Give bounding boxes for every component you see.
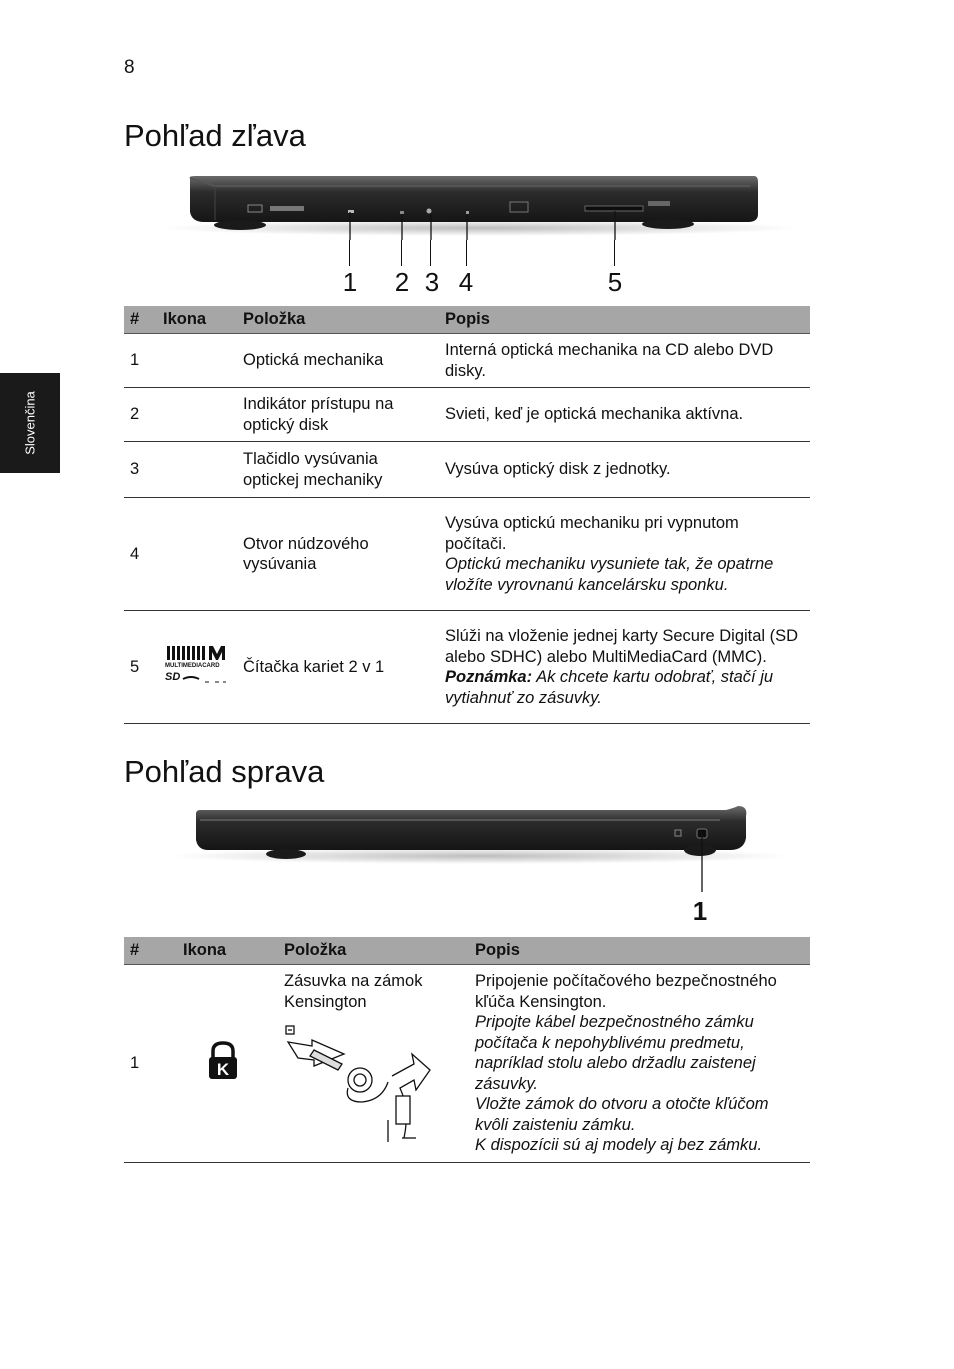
header-desc: Popis: [469, 937, 810, 965]
row-num: 4: [124, 498, 157, 611]
laptop-left-side-illustration: [160, 170, 800, 240]
row-num: 3: [124, 442, 157, 498]
table-row: [124, 611, 810, 724]
table-row: [124, 334, 810, 388]
table-row: [124, 388, 810, 442]
row-item: Indikátor prístupu na optický disk: [237, 388, 439, 442]
callout-number-4: 4: [458, 267, 474, 297]
row-item: Čítačka kariet 2 v 1: [237, 611, 439, 724]
table-header-row: [124, 937, 810, 965]
row-icon: [157, 334, 237, 388]
language-side-tab: [0, 373, 60, 473]
svg-text:K: K: [216, 1059, 230, 1079]
callout-number-3: 3: [424, 267, 440, 297]
row-num: 2: [124, 388, 157, 442]
callout-line-1: [349, 240, 350, 266]
callout-number-2: 2: [394, 267, 410, 297]
row-desc: Pripojenie počítačového bezpečnostného kľúča Kensington. Pripojte kábel bezpečnostného zámku počítača k nepohyblivému predmetu, napríklad stolu alebo držadlu zaistenej zásuvky. Vložte zámok do otvoru a otočte kľúčom kvôli zaisteniu zámku. K dispozícii sú aj modely aj bez zámku.: [469, 965, 810, 1163]
row-num: 1: [124, 965, 177, 1163]
left-view-title: Pohľad zľava: [124, 118, 306, 153]
row-icon: [177, 965, 278, 1163]
row-desc: Vysúva optickú mechaniku pri vypnutom počítači. Optickú mechaniku vysuniete tak, že opatrne vložíte vyrovnanú kancelársku sponku.: [439, 498, 810, 611]
table-row: [124, 442, 810, 498]
header-desc: Popis: [439, 306, 810, 334]
row-icon: [157, 388, 237, 442]
svg-text:MULTIMEDIACARD: MULTIMEDIACARD: [165, 663, 220, 670]
right-view-title: Pohľad sprava: [124, 754, 325, 789]
callout-number-1: 1: [342, 267, 358, 297]
row-item: Optická mechanika: [237, 334, 439, 388]
side-tab-label: Slovenčina: [22, 391, 38, 455]
row-desc: Slúži na vloženie jednej karty Secure Digital (SD alebo SDHC) alebo MultiMediaCard (MMC). Poznámka: Ak chcete kartu odobrať, stačí ju vytiahnuť zo zásuvky.: [439, 611, 810, 724]
callout-line-2: [401, 240, 402, 266]
row-item: [278, 965, 469, 1163]
page-number: 8: [124, 57, 135, 78]
kensington-lock-icon: [205, 1040, 241, 1082]
row-desc: Vysúva optický disk z jednotky.: [439, 442, 810, 498]
row-desc: Interná optická mechanika na CD alebo DVD disky.: [439, 334, 810, 388]
header-icon: Ikona: [177, 937, 278, 965]
header-item: Položka: [237, 306, 439, 334]
row-icon: [157, 442, 237, 498]
multimediacard-sd-icon: [163, 644, 227, 684]
row-desc: Svieti, keď je optická mechanika aktívna.: [439, 388, 810, 442]
kensington-lock-illustration: [284, 1020, 434, 1145]
row-item-label: Zásuvka na zámok Kensington: [284, 972, 423, 1011]
callout-number-5: 5: [607, 267, 623, 297]
header-icon: Ikona: [157, 306, 237, 334]
row-num: 5: [124, 611, 157, 724]
row-item: Otvor núdzového vysúvania: [237, 498, 439, 611]
left-view-table: [124, 306, 810, 724]
row-item: Tlačidlo vysúvania optickej mechaniky: [237, 442, 439, 498]
row-icon: [157, 498, 237, 611]
callout-line-3: [430, 240, 431, 266]
callout-number-1: 1: [692, 896, 708, 926]
right-view-table: [124, 937, 810, 1163]
svg-text:SD: SD: [165, 671, 181, 684]
table-row: [124, 498, 810, 611]
callout-line-5: [614, 240, 615, 266]
header-item: Položka: [278, 937, 469, 965]
laptop-right-side-illustration: [160, 800, 800, 910]
table-row: [124, 965, 810, 1163]
callout-line-4: [466, 240, 467, 266]
row-num: 1: [124, 334, 157, 388]
row-icon: [157, 611, 237, 724]
table-header-row: [124, 306, 810, 334]
header-num: #: [124, 937, 177, 965]
header-num: #: [124, 306, 157, 334]
